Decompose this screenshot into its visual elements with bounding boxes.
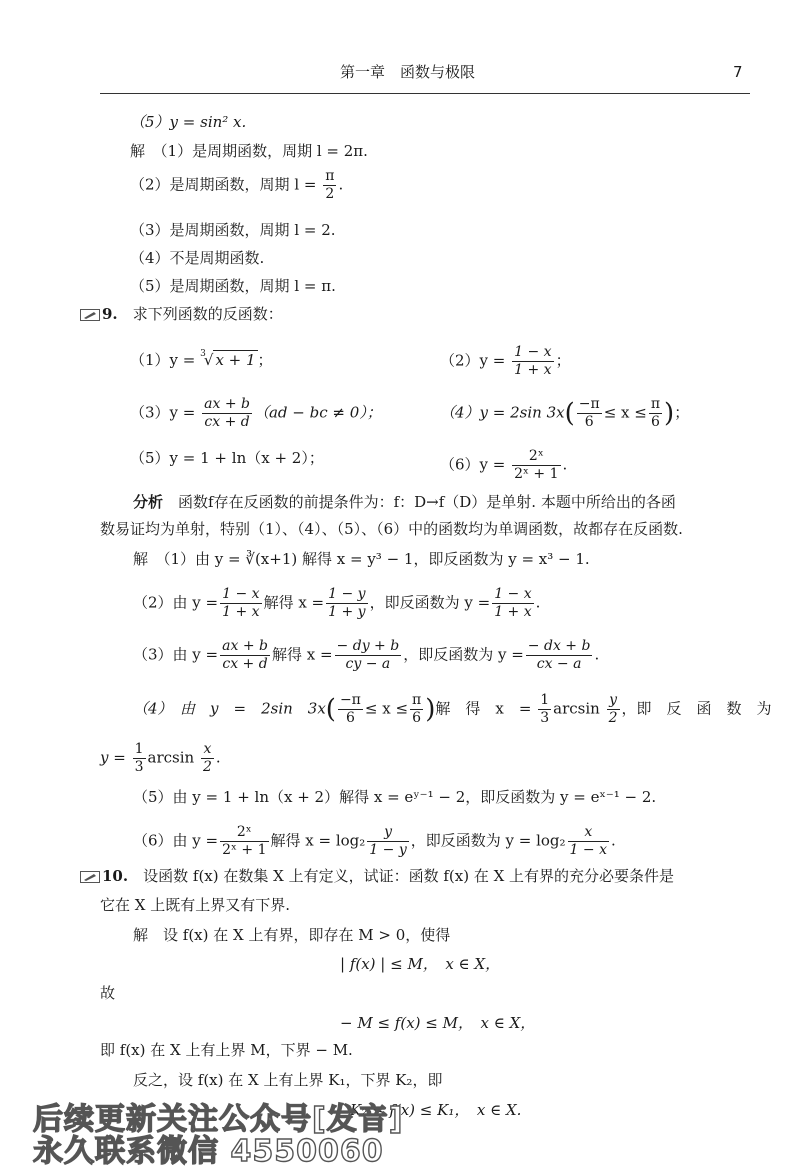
problem-title: 求下列函数的反函数： — [132, 305, 283, 323]
p10-heading — [80, 866, 674, 886]
numerator: −π — [578, 396, 600, 412]
p9-expr-3 — [130, 396, 382, 431]
sol-text: 解得 x = log₂ — [270, 831, 366, 850]
numerator: π — [650, 396, 661, 412]
p10-title-line-2: 它在 X 上既有上界又有下界. — [100, 896, 290, 914]
fraction — [649, 396, 662, 431]
numerator: ax + b — [204, 396, 250, 412]
analysis-line-2: 数易证均为单射，特别（1）、（4）、（5）、（6）中的函数均为单调函数，故都存在反函数. — [100, 520, 683, 538]
watermark-line-1: 后续更新关注公众号[发音] — [33, 1102, 404, 1137]
expr-label: （4）y = 2sin 3x — [440, 403, 565, 422]
punct: ； — [257, 351, 273, 369]
denominator: 6 — [584, 414, 594, 430]
inequality: ≤ x ≤ — [364, 699, 409, 718]
punct: . — [562, 455, 568, 474]
numerator: 1 − x — [514, 344, 552, 360]
numerator: 2ˣ — [512, 448, 560, 466]
p9-expr-6 — [440, 448, 567, 483]
solution-label: 解 — [130, 142, 146, 160]
expr-label: （6）y = — [440, 455, 506, 474]
inequality: ≤ x ≤ — [603, 403, 647, 422]
denominator: 1 − x — [569, 842, 607, 858]
sol-text: ，即 反 函 数 为 — [621, 699, 772, 718]
fraction — [220, 824, 268, 859]
radicand: x + 1 — [215, 351, 256, 369]
fraction — [220, 638, 270, 673]
expr-label: （2）y = — [440, 351, 506, 370]
pencil-icon — [80, 309, 100, 321]
paren-close: ) — [425, 694, 436, 725]
numerator: 1 — [134, 741, 144, 757]
paren-close: ) — [664, 398, 675, 429]
denominator: 1 − y — [369, 842, 407, 858]
numerator: y — [607, 692, 620, 710]
p8-solution-4: （4）不是周期函数. — [130, 249, 265, 267]
p8-item5: （5）y = sin² x. — [130, 113, 247, 131]
sol-text: （4） 由 y = 2sin 3x — [133, 699, 326, 718]
denominator: cx − a — [536, 656, 582, 672]
denominator: cy − a — [345, 656, 391, 672]
p9-sol-1: 解 （1）由 y = ∛(x+1) 解得 x = y³ − 1，即反函数为 y = x³ − 1. — [133, 550, 590, 568]
fraction — [538, 692, 551, 727]
denominator: 2 — [325, 186, 335, 202]
radical-index: 3 — [200, 349, 206, 359]
header-rule — [100, 93, 750, 94]
fraction — [201, 741, 214, 776]
pencil-icon — [80, 871, 100, 883]
analysis-label: 分析 — [133, 493, 164, 511]
p8-solution-1 — [130, 141, 368, 161]
denominator: 1 + x — [222, 604, 260, 620]
problem-number: 9. — [102, 305, 118, 323]
numerator: x — [568, 824, 609, 842]
numerator: − dy + b — [336, 638, 400, 654]
p10-line-fan: 反之，设 f(x) 在 X 上有上界 K₁，下界 K₂，即 — [133, 1071, 443, 1089]
p10-eq-2: − M ≤ f(x) ≤ M， x ∈ X， — [340, 1014, 536, 1032]
problem-number: 10. — [102, 867, 129, 885]
p9-sol-6: （6）由 y = $\frac{\text{2ˣ}}{\text{2ˣ + 1}}$ 解得 x = log₂ $\frac{y}{1 - y}$ ，即反函数为 y = log₂ $\frac{x}{1 - x}$ . — [133, 824, 616, 858]
expr-label: （1）y = — [130, 351, 196, 369]
sol-text: y = — [100, 748, 126, 767]
denominator: 2 — [202, 759, 212, 775]
chapter-title: 第一章 函数与极限 — [340, 63, 476, 81]
sol-text: arcsin — [553, 699, 600, 718]
denominator: 2ˣ + 1 — [222, 842, 267, 858]
fraction — [607, 692, 620, 727]
p9-sol-2: （2）由 y = $\frac{1 - x}{1 + x}$ 解得 x = $\frac{1 - y}{1 + y}$ ，即反函数为 y = $\frac{1 - x}{1 + x}$ . — [133, 586, 541, 620]
p10-line-ji: 即 f(x) 在 X 上有上界 M，下界 − M. — [100, 1041, 353, 1059]
denominator: cx + d — [222, 656, 268, 672]
numerator: π — [325, 168, 335, 184]
numerator: x — [201, 741, 214, 759]
p8-solution-5: （5）是周期函数，周期 l = π. — [130, 277, 336, 295]
fraction — [492, 586, 533, 621]
p10-eq-1: | f(x) | ≤ M， x ∈ X， — [340, 955, 501, 973]
p8-solution-2: （2）是周期函数，周期 l = $\frac{\pi}{2}$ . — [130, 168, 344, 202]
page-number: 7 — [733, 63, 743, 81]
denominator: 1 + y — [328, 604, 366, 620]
fraction — [367, 824, 408, 859]
numerator: π — [412, 692, 422, 708]
fraction — [410, 692, 423, 727]
p9-sol-5: （5）由 y = 1 + ln（x + 2）解得 x = eʸ⁻¹ − 2，即反函数为 y = eˣ⁻¹ − 2. — [133, 788, 657, 806]
fraction — [323, 168, 336, 203]
numerator: y — [367, 824, 408, 842]
denominator: 2ˣ + 1 — [514, 466, 559, 482]
numerator: ax + b — [222, 638, 268, 654]
denominator: 1 + x — [494, 604, 532, 620]
fraction — [577, 396, 602, 431]
expr-label: （3）y = — [130, 403, 196, 422]
sol-text: ，即反函数为 y = — [403, 645, 524, 664]
sol-text: 解得 x = — [263, 593, 325, 612]
fraction — [512, 344, 553, 379]
analysis-line-1 — [133, 492, 676, 512]
p8-solution-3: （3）是周期函数，周期 l = 2. — [130, 221, 336, 239]
p9-sol-4-cont: y = $\frac{1}{3}$ arcsin $\frac{x}{2}$ . — [100, 741, 221, 775]
denominator: 6 — [650, 414, 660, 430]
sol-text: （3）由 y = — [133, 645, 219, 664]
fraction — [512, 448, 560, 483]
p9-heading — [80, 304, 283, 324]
fraction — [335, 638, 402, 673]
fraction — [220, 586, 261, 621]
fraction — [568, 824, 609, 859]
paren-open: ( — [325, 694, 336, 725]
condition: （ad − bc ≠ 0）； — [253, 403, 382, 422]
sol-text: ，即反函数为 y = — [369, 593, 491, 612]
denominator: 6 — [412, 710, 422, 726]
numerator: −π — [339, 692, 361, 708]
p10-gu: 故 — [100, 984, 116, 1002]
p9-sol-4 — [133, 692, 772, 727]
watermark-line-2: 永久联系微信 4550060 — [33, 1134, 384, 1169]
p9-expr-1: （1）y = $^3$√ x + 1 ； — [130, 349, 273, 369]
sol-text: （2）由 y = — [133, 593, 219, 612]
numerator: 1 − x — [222, 586, 260, 602]
numerator: 1 — [540, 692, 550, 708]
fraction — [202, 396, 252, 431]
sol-text: 解 得 x = — [435, 699, 532, 718]
sol-text: arcsin — [147, 748, 195, 767]
fraction — [326, 586, 367, 621]
sol-text: 解得 x = — [271, 645, 333, 664]
numerator: − dx + b — [527, 638, 591, 654]
denominator: 6 — [345, 710, 355, 726]
denominator: 1 + x — [514, 362, 552, 378]
p9-expr-2 — [440, 344, 571, 379]
denominator: 3 — [540, 710, 550, 726]
numerator: 1 − y — [328, 586, 366, 602]
denominator: 3 — [134, 759, 144, 775]
p10-sol-line-1: 解 设 f(x) 在 X 上有界，即存在 M > 0，使得 — [133, 926, 451, 944]
paren-open: ( — [564, 398, 575, 429]
p9-expr-4 — [440, 396, 689, 431]
fraction — [338, 692, 363, 727]
sol-text: （6）由 y = — [133, 831, 219, 850]
problem-title: 设函数 f(x) 在数集 X 上有定义，试证：函数 f(x) 在 X 上有界的充分必要条件是 — [143, 867, 675, 885]
p10-eq-3: K₂ ≤ f(x) ≤ K₁， x ∈ X. — [350, 1101, 522, 1119]
p8-sol1-text: （1）是周期函数，周期 l = 2π. — [160, 142, 368, 160]
p9-sol-3: （3）由 y = $\frac{ax + b}{cx + d}$ 解得 x = $\frac{- dy + b}{cy - a}$ ，即反函数为 y = $\frac{- dx + b}{cx - a}$ . — [133, 638, 600, 672]
denominator: cx + d — [204, 414, 250, 430]
fraction — [133, 741, 146, 776]
fraction — [526, 638, 593, 673]
sol-text: ，即反函数为 y = log₂ — [410, 831, 566, 850]
p9-expr-5: （5）y = 1 + ln（x + 2）； — [130, 449, 324, 467]
denominator: 2 — [608, 710, 618, 726]
numerator: 1 − x — [494, 586, 532, 602]
numerator: 2ˣ — [220, 824, 268, 842]
punct: ； — [674, 403, 690, 422]
p8-sol2-text: （2）是周期函数，周期 l = — [130, 175, 317, 194]
analysis-text: 函数f存在反函数的前提条件为：f：D→f（D）是单射. 本题中所给出的各函 — [178, 493, 676, 511]
punct: ； — [555, 351, 571, 370]
